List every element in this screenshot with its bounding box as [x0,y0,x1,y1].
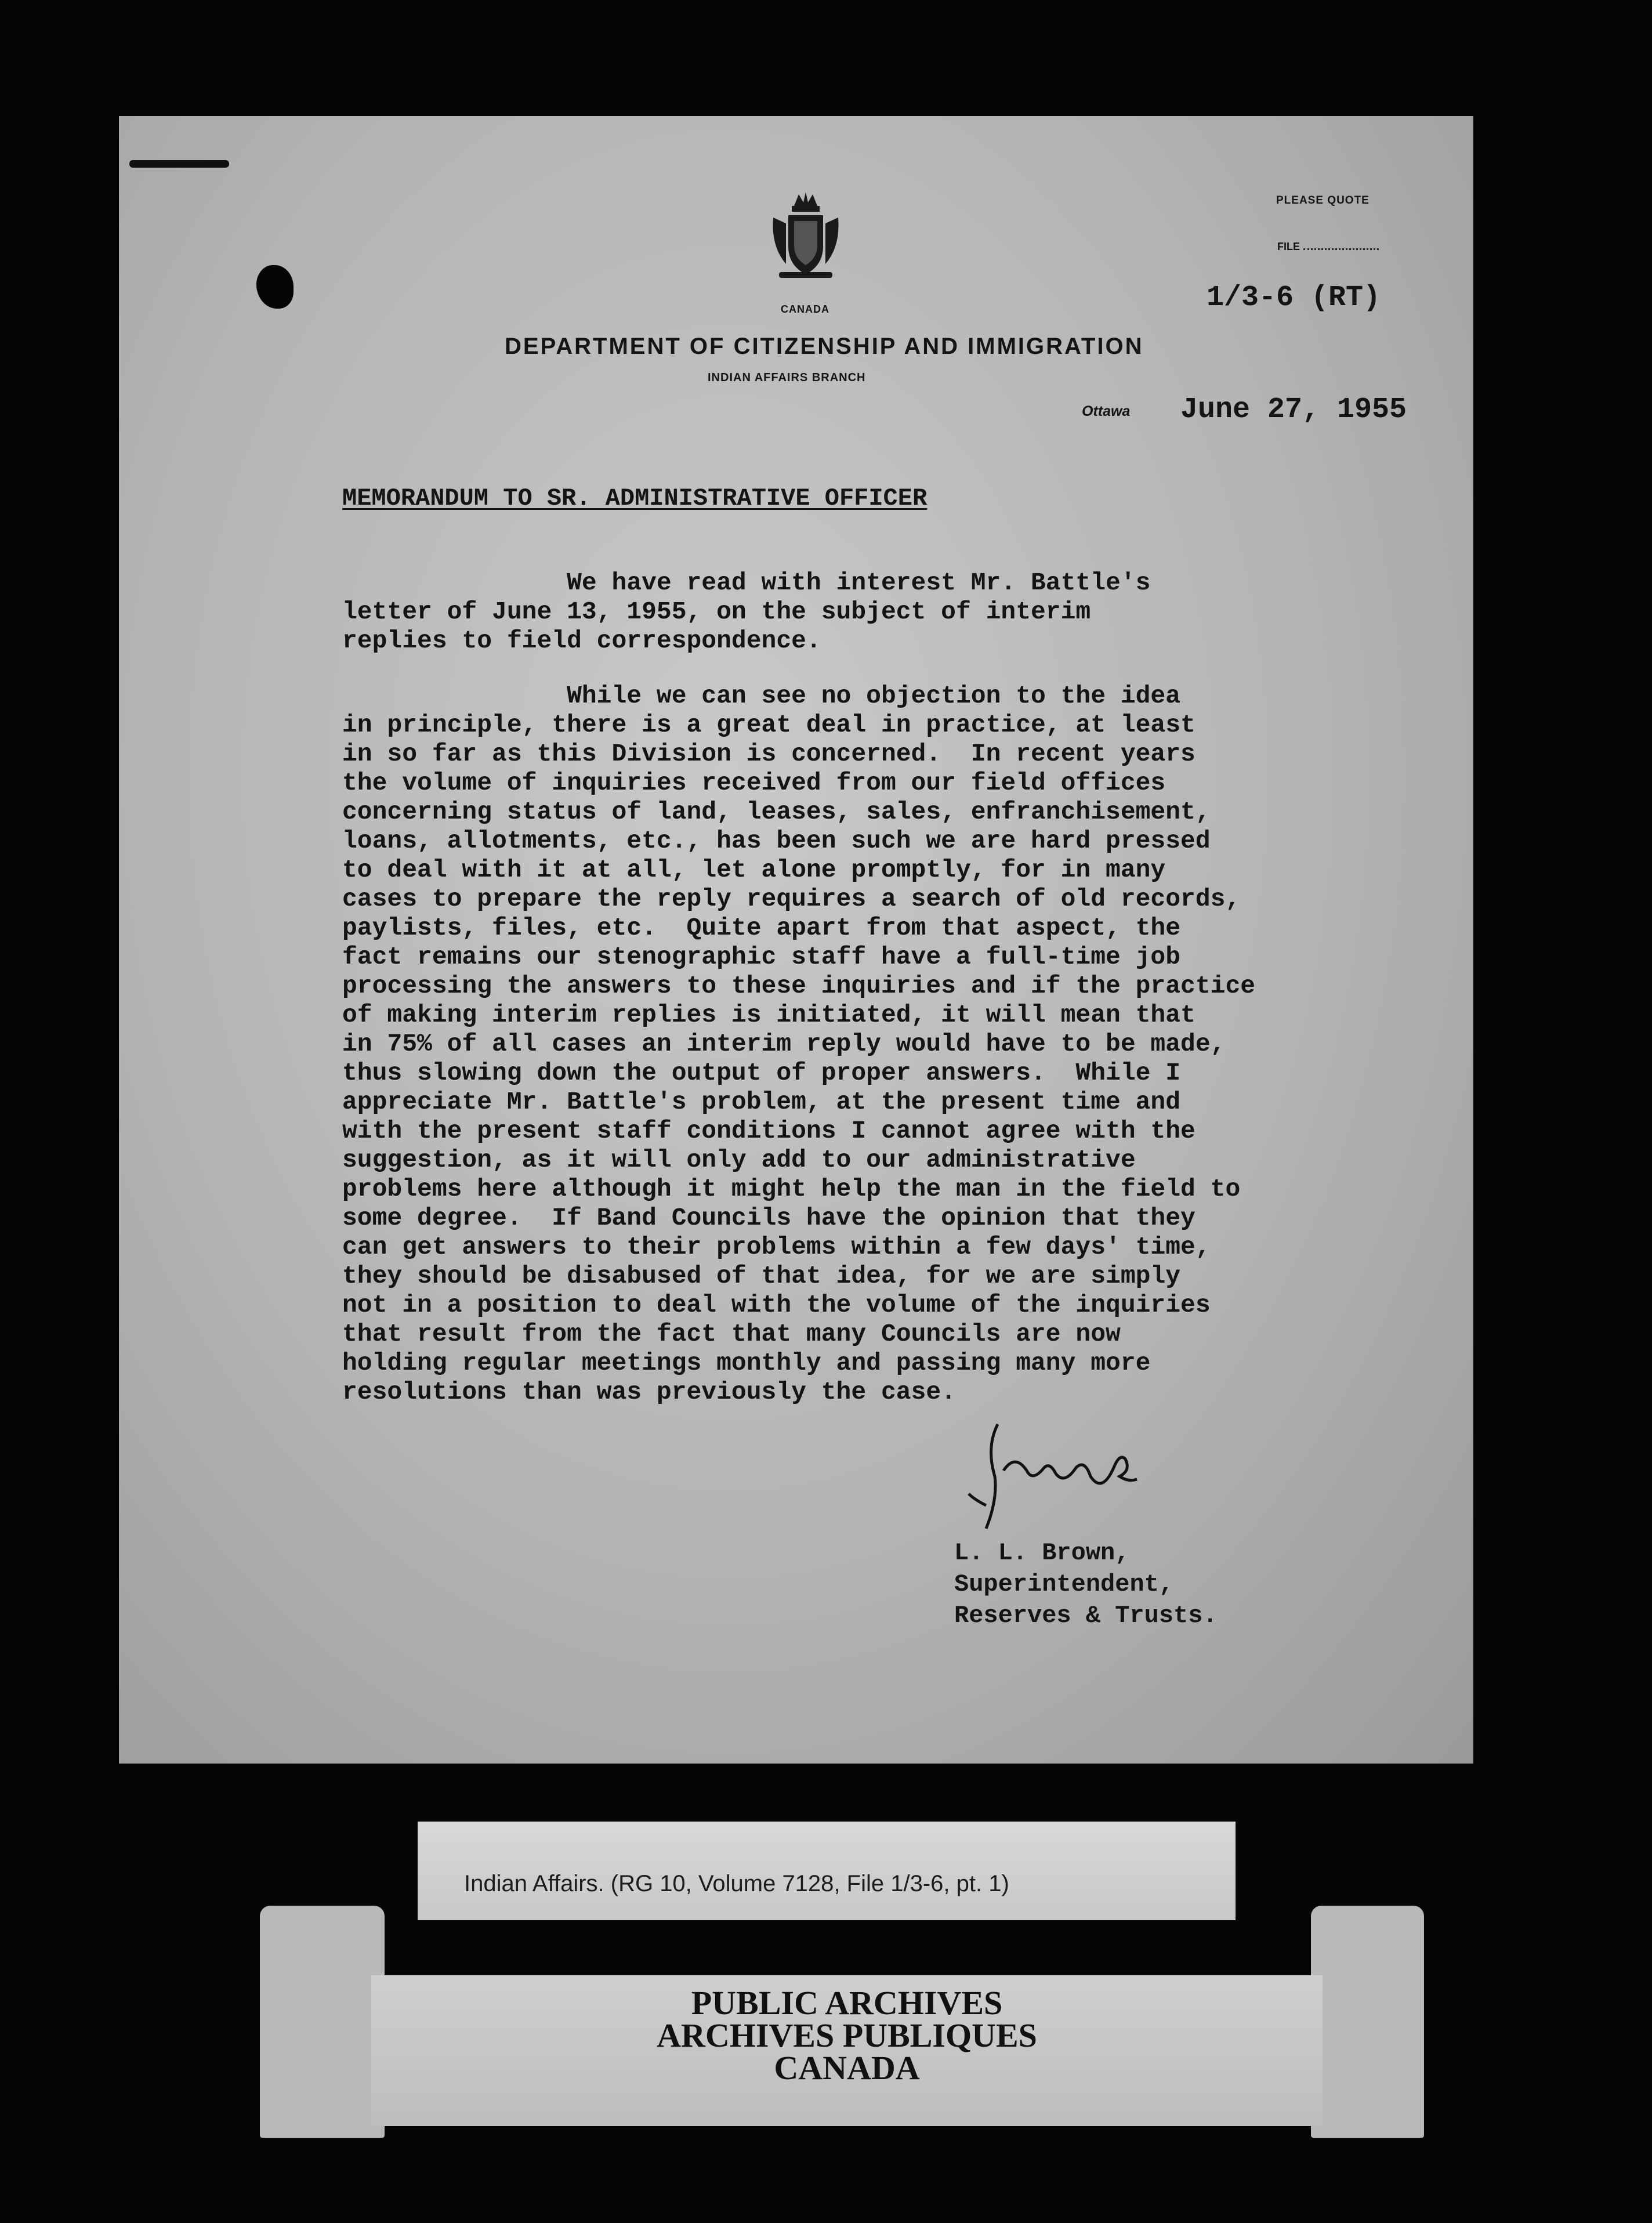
memo-heading: MEMORANDUM TO SR. ADMINISTRATIVE OFFICER [342,484,928,512]
country-label: CANADA [781,303,829,315]
file-label: FILE [1277,241,1300,252]
place-label: Ottawa [1082,403,1131,419]
punch-hole [256,265,294,309]
signature-block [954,1537,1218,1631]
display-stand-left [260,1906,385,2138]
stamp-line-3: CANADA [774,2049,920,2087]
coat-of-arms-icon [769,189,843,281]
please-quote-label: PLEASE QUOTE [1276,194,1370,207]
tape-mark [129,160,229,168]
memo-page [119,116,1473,1764]
handwritten-signature [963,1413,1149,1546]
department-title: DEPARTMENT OF CITIZENSHIP AND IMMIGRATION [505,334,1144,359]
stamp-line-1: PUBLIC ARCHIVES [691,1984,1003,2022]
file-number: 1/3-6 (RT) [1207,281,1381,314]
archives-stamp [371,1984,1323,2087]
archives-stamp-plate [371,1975,1323,2126]
signatory-title: Superintendent, [954,1570,1174,1598]
display-stand-right [1311,1906,1424,2138]
signatory-name: L. L. Brown, [954,1539,1130,1567]
memo-date: June 27, 1955 [1180,393,1407,426]
file-dotted-line [1303,248,1379,250]
branch-title: INDIAN AFFAIRS BRANCH [708,371,866,384]
file-reference-line [1277,241,1379,253]
memo-paragraph-1: We have read with interest Mr. Battle's letter of June 13, 1955, on the subject of interim replies to field correspondence. [342,569,1151,655]
stamp-line-2: ARCHIVES PUBLIQUES [657,2016,1037,2054]
memo-paragraph-2: While we can see no objection to the idea in principle, there is a great deal in practice, at least in so far as this Division is concerned. In recent years the volume of inquiries received from our field offices concerning status of land, leases, sales, enfranchisement, loans, allotments, etc., has been such we are hard pressed to deal with it at all, let alone promptly, for in many cases to prepare the reply requires a search of old records, paylists, files, etc. Quite apart from that aspect, the fact remains our stenographic staff have a full-time job processing the answers to these inquiries and if the practice of making interim replies is initiated, it will mean that in 75% of all cases an interim reply would have to be made, thus slowing down the output of proper answers. While I appreciate Mr. Battle's problem, at the present time and with the present staff conditions I cannot agree with the suggestion, as it will only add to our administrative problems here although it might help the man in the field to some degree. If Band Councils have the opinion that they can get answers to their problems within a few days' time, they should be disabused of that idea, for we are simply not in a position to deal with the volume of the inquiries that result from the fact that many Councils are now holding regular meetings monthly and passing many more resolutions than was previously the case. [342,682,1256,1406]
archive-caption: Indian Affairs. (RG 10, Volume 7128, File 1/3-6, pt. 1) [464,1871,1009,1896]
signatory-unit: Reserves & Trusts. [954,1602,1218,1630]
archive-caption-card [418,1822,1236,1920]
